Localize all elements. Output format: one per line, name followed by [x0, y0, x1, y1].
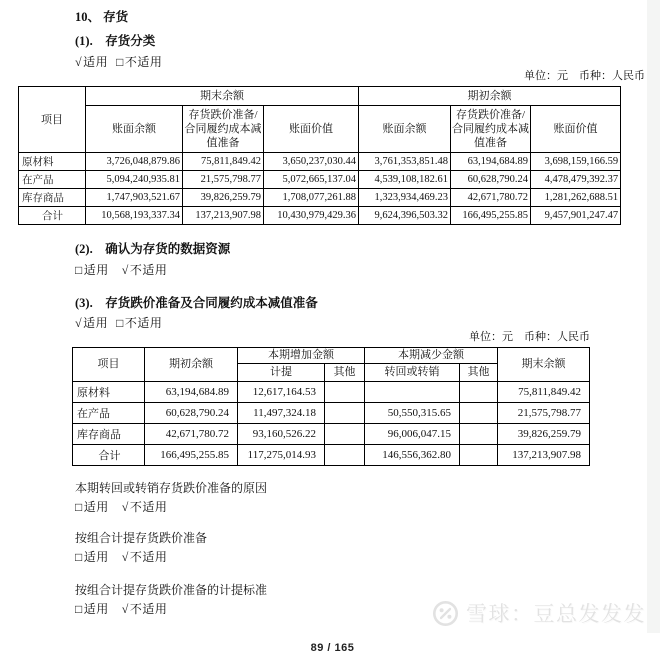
- note-title: 按组合计提存货跌价准备: [75, 531, 208, 545]
- column-group-decrease: 本期减少金额: [365, 348, 498, 364]
- amount-cell: 60,628,790.24: [451, 171, 531, 189]
- table-row: [19, 189, 621, 207]
- amount-cell: 50,550,315.65: [365, 403, 460, 424]
- amount-cell: 1,281,262,688.51: [531, 189, 621, 207]
- row-label: 原材料: [19, 153, 86, 171]
- xueqiu-logo-icon: [432, 600, 459, 627]
- applicable-label: 适用: [83, 602, 109, 616]
- checkbox-checked-icon: √: [75, 316, 83, 330]
- amount-cell: 93,160,526.22: [238, 424, 325, 445]
- amount-cell: 1,747,903,521.67: [86, 189, 183, 207]
- amount-cell: 5,072,665,137.04: [264, 171, 359, 189]
- amount-cell: 4,478,479,392.37: [531, 171, 621, 189]
- watermark-text: 雪球：豆总发发发: [466, 603, 646, 626]
- column-header-book-value: 账面价值: [531, 106, 621, 153]
- amount-cell: 137,213,907.98: [498, 445, 590, 466]
- applicable-label: 适用: [83, 550, 109, 564]
- unit-currency-line-2: 单位：元 币种：人民币: [469, 331, 590, 343]
- section-10-title: 10、 存货: [75, 10, 129, 24]
- not-applicable-label: 不适用: [124, 55, 163, 69]
- checkbox-unchecked-icon: □: [75, 500, 83, 514]
- amount-cell: 12,617,164.53: [238, 382, 325, 403]
- column-header-reversal: 转回或转销: [365, 364, 460, 382]
- page-edge-strip: [647, 0, 660, 633]
- page-number: 89 / 165: [310, 642, 355, 654]
- checkbox-checked-icon: √: [121, 602, 129, 616]
- column-header-item: 项目: [19, 87, 86, 153]
- applicability-line-4: [75, 500, 647, 514]
- applicable-label: 适用: [83, 316, 109, 330]
- applicable-label: 适用: [83, 263, 109, 277]
- amount-cell: 11,497,324.18: [238, 403, 325, 424]
- amount-cell: 21,575,798.77: [183, 171, 264, 189]
- table-total-row: [19, 207, 621, 225]
- applicable-label: 适用: [83, 500, 109, 514]
- column-header-provision: 存货跌价准备/合同履约成本减值准备: [451, 106, 531, 153]
- table-row: [73, 424, 590, 445]
- amount-cell: 75,811,849.42: [498, 382, 590, 403]
- amount-cell: [325, 424, 365, 445]
- checkbox-checked-icon: √: [121, 550, 129, 564]
- amount-cell: 166,495,255.85: [145, 445, 238, 466]
- amount-cell: 63,194,684.89: [145, 382, 238, 403]
- table-row: [73, 403, 590, 424]
- row-label: 库存商品: [19, 189, 86, 207]
- amount-cell: 96,006,047.15: [365, 424, 460, 445]
- column-header-book-balance: 账面余额: [359, 106, 451, 153]
- amount-cell: 146,556,362.80: [365, 445, 460, 466]
- applicable-label: 适用: [83, 55, 109, 69]
- not-applicable-label: 不适用: [129, 550, 168, 564]
- impairment-provision-table: [72, 347, 590, 466]
- amount-cell: 21,575,798.77: [498, 403, 590, 424]
- amount-cell: 9,457,901,247.47: [531, 207, 621, 225]
- column-header-accrual: 计提: [238, 364, 325, 382]
- checkbox-unchecked-icon: □: [75, 263, 83, 277]
- amount-cell: 39,826,259.79: [498, 424, 590, 445]
- amount-cell: [325, 445, 365, 466]
- amount-cell: 166,495,255.85: [451, 207, 531, 225]
- table-row: [19, 153, 621, 171]
- applicability-line-1: [75, 55, 647, 69]
- amount-cell: 39,826,259.79: [183, 189, 264, 207]
- subsection-2-title: (2). 确认为存货的数据资源: [75, 242, 231, 256]
- column-header-other: 其他: [460, 364, 498, 382]
- amount-cell: 5,094,240,935.81: [86, 171, 183, 189]
- checkbox-checked-icon: √: [121, 500, 129, 514]
- checkbox-unchecked-icon: □: [116, 55, 124, 69]
- amount-cell: 3,698,159,166.59: [531, 153, 621, 171]
- amount-cell: 63,194,684.89: [451, 153, 531, 171]
- applicability-line-2: [75, 263, 647, 277]
- amount-cell: 3,761,353,851.48: [359, 153, 451, 171]
- checkbox-checked-icon: √: [121, 263, 129, 277]
- amount-cell: [460, 424, 498, 445]
- column-header-opening-balance: 期初余额: [145, 348, 238, 382]
- column-header-provision: 存货跌价准备/合同履约成本减值准备: [183, 106, 264, 153]
- amount-cell: 42,671,780.72: [145, 424, 238, 445]
- applicability-line-3: [75, 316, 647, 330]
- column-header-book-balance: 账面余额: [86, 106, 183, 153]
- checkbox-unchecked-icon: □: [75, 550, 83, 564]
- amount-cell: 42,671,780.72: [451, 189, 531, 207]
- amount-cell: 1,708,077,261.88: [264, 189, 359, 207]
- amount-cell: 75,811,849.42: [183, 153, 264, 171]
- amount-cell: [365, 382, 460, 403]
- column-header-closing-balance: 期末余额: [498, 348, 590, 382]
- amount-cell: 9,624,396,503.32: [359, 207, 451, 225]
- table-row: [73, 382, 590, 403]
- subsection-1-title: (1). 存货分类: [75, 34, 156, 48]
- note-title: 本期转回或转销存货跌价准备的原因: [75, 481, 268, 495]
- amount-cell: 3,726,048,879.86: [86, 153, 183, 171]
- column-group-opening-balance: 期初余额: [359, 87, 621, 106]
- row-label: 原材料: [73, 382, 145, 403]
- inventory-classification-table: [18, 86, 621, 225]
- amount-cell: [460, 382, 498, 403]
- amount-cell: [460, 403, 498, 424]
- not-applicable-label: 不适用: [124, 316, 163, 330]
- amount-cell: [460, 445, 498, 466]
- row-label: 在产品: [73, 403, 145, 424]
- amount-cell: 4,539,108,182.61: [359, 171, 451, 189]
- amount-cell: 10,568,193,337.34: [86, 207, 183, 225]
- applicability-line-5: [75, 550, 647, 564]
- watermark: [432, 598, 646, 628]
- column-header-other: 其他: [325, 364, 365, 382]
- amount-cell: [325, 403, 365, 424]
- checkbox-unchecked-icon: □: [116, 316, 124, 330]
- row-label-total: 合计: [19, 207, 86, 225]
- column-header-book-value: 账面价值: [264, 106, 359, 153]
- checkbox-checked-icon: √: [75, 55, 83, 69]
- note-block: [75, 531, 647, 564]
- note-block: [75, 481, 647, 514]
- row-label: 在产品: [19, 171, 86, 189]
- amount-cell: 10,430,979,429.36: [264, 207, 359, 225]
- column-group-ending-balance: 期末余额: [86, 87, 359, 106]
- unit-currency-line-1: 单位：元 币种：人民币: [524, 70, 645, 82]
- not-applicable-label: 不适用: [129, 602, 168, 616]
- amount-cell: 117,275,014.93: [238, 445, 325, 466]
- row-label-total: 合计: [73, 445, 145, 466]
- column-group-increase: 本期增加金额: [238, 348, 365, 364]
- not-applicable-label: 不适用: [129, 263, 168, 277]
- row-label: 库存商品: [73, 424, 145, 445]
- amount-cell: [325, 382, 365, 403]
- not-applicable-label: 不适用: [129, 500, 168, 514]
- table-total-row: [73, 445, 590, 466]
- note-title: 按组合计提存货跌价准备的计提标准: [75, 583, 268, 597]
- amount-cell: 3,650,237,030.44: [264, 153, 359, 171]
- checkbox-unchecked-icon: □: [75, 602, 83, 616]
- amount-cell: 1,323,934,469.23: [359, 189, 451, 207]
- table-row: [19, 171, 621, 189]
- amount-cell: 137,213,907.98: [183, 207, 264, 225]
- column-header-item: 项目: [73, 348, 145, 382]
- subsection-3-title: (3). 存货跌价准备及合同履约成本减值准备: [75, 296, 318, 310]
- amount-cell: 60,628,790.24: [145, 403, 238, 424]
